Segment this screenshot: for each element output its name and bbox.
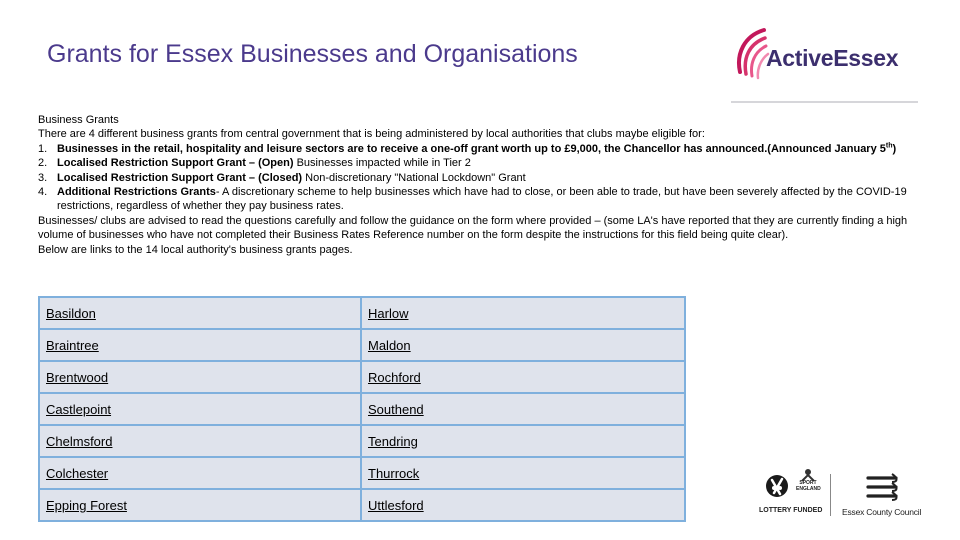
links-intro: Below are links to the 14 local authority's business grants pages.	[38, 243, 353, 256]
link-castlepoint[interactable]: Castlepoint	[46, 401, 112, 417]
link-maldon[interactable]: Maldon	[368, 337, 411, 353]
link-colchester[interactable]: Colchester	[46, 465, 109, 481]
table-row	[39, 425, 685, 457]
table-row	[39, 329, 685, 361]
link-thurrock[interactable]: Thurrock	[368, 465, 420, 481]
authority-links-table	[38, 296, 686, 522]
advice-text: Businesses/ clubs are advised to read the questions carefully and follow the guidance on the form where provided – (some LA's have reported that they are currently finding a high volume of businesses who have not completed their Business Rates Reference number on the form despite the instructions for this field being quite clear).	[38, 214, 908, 242]
body-text	[38, 113, 938, 257]
link-rochford[interactable]: Rochford	[368, 369, 421, 385]
footer-logos	[756, 468, 936, 520]
link-epping-forest[interactable]: Epping Forest	[46, 497, 127, 513]
grant-item-4: 4. Additional Restrictions Grants- A discretionary scheme to help businesses which have had to close, or been able to trade, but have been severely affected by the COVID-19 restrictions, regardless of whether they pay business rates.	[38, 186, 907, 213]
link-brentwood[interactable]: Brentwood	[46, 369, 109, 385]
table-row	[39, 393, 685, 425]
essex-seaxes-icon	[862, 470, 902, 506]
table-row	[39, 361, 685, 393]
table-row	[39, 297, 685, 329]
active-essex-logo	[734, 24, 918, 88]
link-harlow[interactable]: Harlow	[368, 305, 409, 321]
link-basildon[interactable]: Basildon	[46, 305, 96, 321]
grant-item-3: 3. Localised Restriction Support Grant – (Closed) Non-discretionary "National Lockdown" Grant	[38, 171, 526, 184]
lottery-crossed-fingers-icon	[760, 468, 794, 506]
section-heading: Business Grants	[38, 114, 119, 126]
essex-county-council-label: Essex County Council	[842, 507, 922, 517]
slide-title: Grants for Essex Businesses and Organisations	[47, 40, 578, 68]
link-braintree[interactable]: Braintree	[46, 337, 99, 353]
header-divider	[731, 101, 918, 103]
intro-text: There are 4 different business grants from central government that is being administered by local authorities that clubs maybe eligible for:	[38, 128, 705, 141]
lottery-funded-label: LOTTERY FUNDED	[759, 507, 823, 514]
logo-text: ActiveEssex	[766, 45, 899, 71]
footer-divider	[830, 474, 831, 516]
grant-item-1: 1. Businesses in the retail, hospitality and leisure sectors are to receive a one-off grant worth up to £9,000, the Chancellor has announced.(Announced January 5th)	[38, 142, 897, 155]
link-uttlesford[interactable]: Uttlesford	[368, 497, 424, 513]
link-tendring[interactable]: Tendring	[368, 433, 418, 449]
sport-england-label: SPORT ENGLAND	[796, 480, 821, 492]
table-row	[39, 457, 685, 489]
grant-item-2: 2. Localised Restriction Support Grant – (Open) Businesses impacted while in Tier 2	[38, 157, 471, 170]
link-chelmsford[interactable]: Chelmsford	[46, 433, 113, 449]
link-southend[interactable]: Southend	[368, 401, 424, 417]
table-row	[39, 489, 685, 521]
